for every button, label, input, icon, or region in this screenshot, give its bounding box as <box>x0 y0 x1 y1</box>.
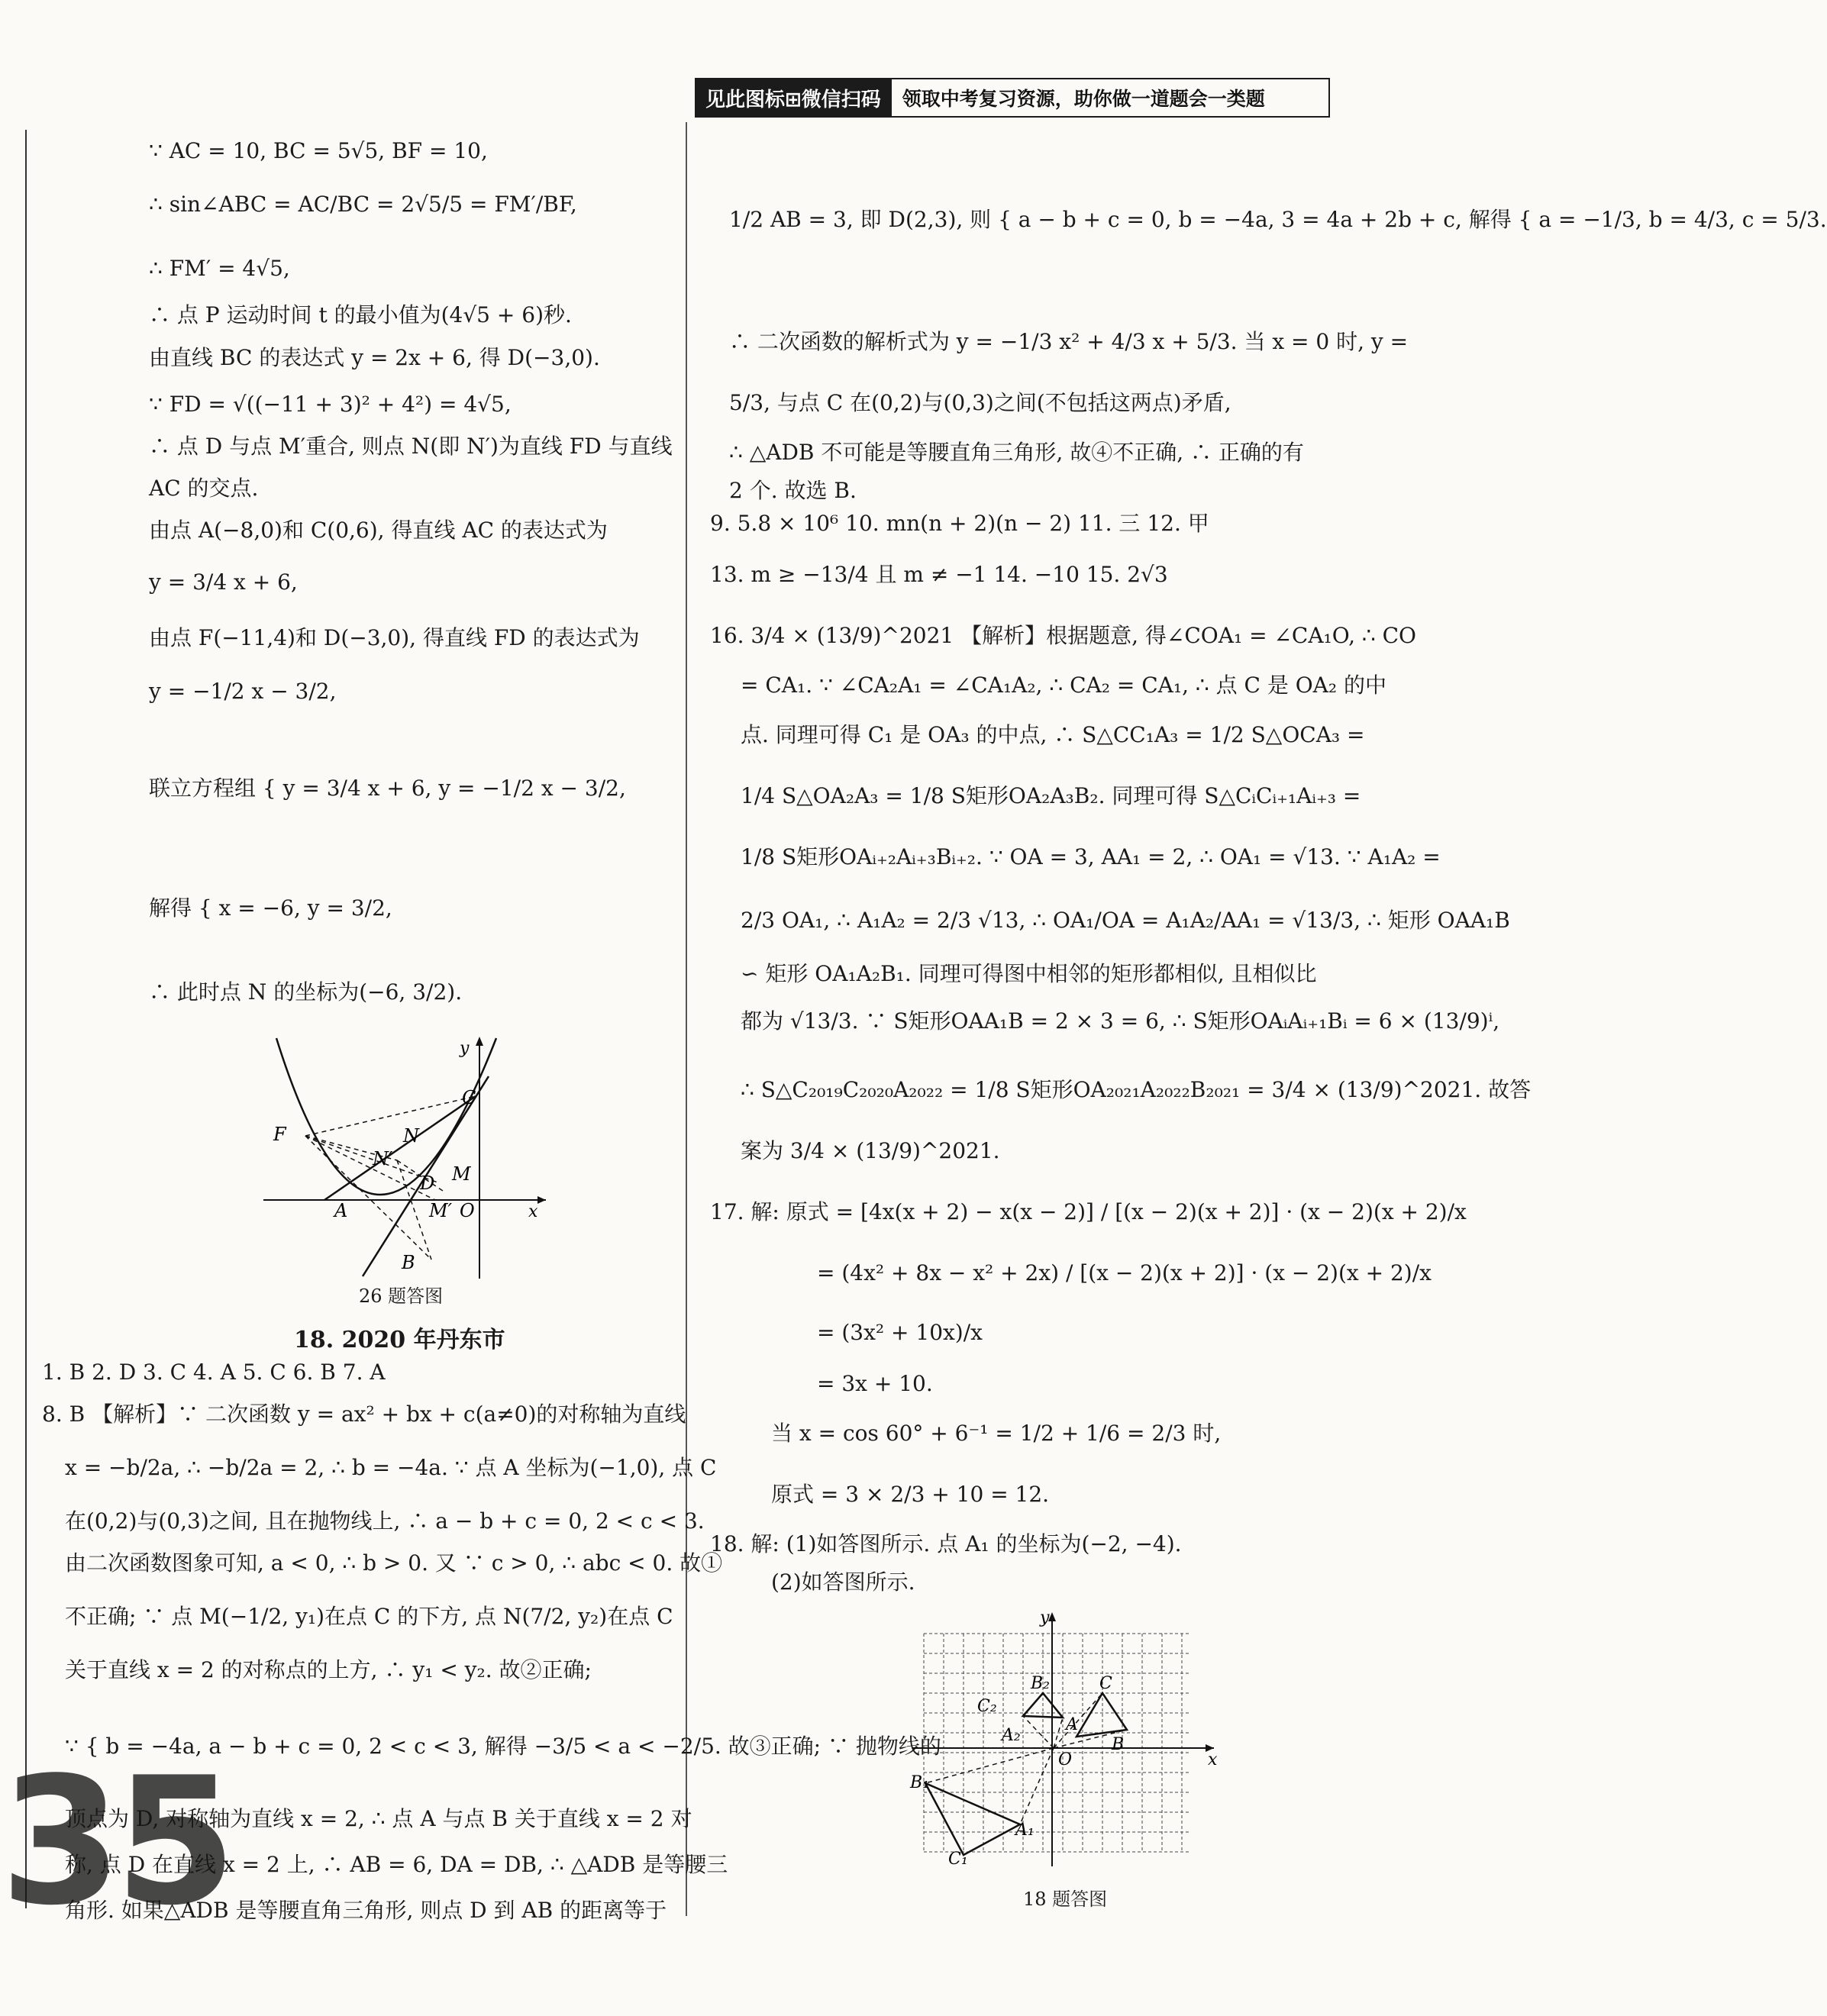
solution-line: 5/3, 与点 C 在(0,2)与(0,3)之间(不包括这两点)矛盾, <box>729 390 1231 415</box>
solution-line: ∴ 二次函数的解析式为 y = −1/3 x² + 4/3 x + 5/3. 当 x = 0 时, y = <box>729 329 1409 354</box>
fig26-label: x <box>528 1202 538 1221</box>
answer-line: 17. 解: 原式 = [4x(x + 2) − x(x − 2)] / [(x − 2)(x + 2)] · (x − 2)(x + 2)/x <box>710 1199 1467 1224</box>
figure-26-caption: 26 题答图 <box>359 1285 444 1307</box>
fig18-label: A₂ <box>1002 1726 1021 1745</box>
solution-line: 都为 √13/3. ∵ S矩形OAA₁B = 2 × 3 = 6, ∴ S矩形OAᵢAᵢ₊₁Bᵢ = 6 × (13/9)ⁱ, <box>741 1008 1500 1034</box>
answer-line: 13. m ≥ −13/4 且 m ≠ −1 14. −10 15. 2√3 <box>710 562 1168 587</box>
solution-line: ∴ 点 P 运动时间 t 的最小值为(4√5 + 6)秒. <box>149 302 572 327</box>
answer-line: 1. B 2. D 3. C 4. A 5. C 6. B 7. A <box>42 1360 386 1385</box>
solution-line: 1/4 S△OA₂A₃ = 1/8 S矩形OA₂A₃B₂. 同理可得 S△CᵢCᵢ₊₁Aᵢ₊₃ = <box>741 783 1361 808</box>
banner-scan-label: 见此图标⊞微信扫码 <box>695 78 892 118</box>
fig26-label: N′ <box>373 1148 393 1169</box>
fig18-label: O <box>1058 1750 1073 1769</box>
answer-line: 9. 5.8 × 10⁶ 10. mn(n + 2)(n − 2) 11. 三 12. 甲 <box>710 511 1209 536</box>
solution-line: y = −1/2 x − 3/2, <box>149 679 337 704</box>
answer-line: x = −b/2a, ∴ −b/2a = 2, ∴ b = −4a. ∵ 点 A 坐标为(−1,0), 点 C <box>65 1455 717 1480</box>
fig26-label: A <box>334 1200 348 1221</box>
solution-line: ∴ 点 D 与点 M′重合, 则点 N(即 N′)为直线 FD 与直线 <box>149 434 673 459</box>
solution-line: 2/3 OA₁, ∴ A₁A₂ = 2/3 √13, ∴ OA₁/OA = A₁A₂/AA₁ = √13/3, ∴ 矩形 OAA₁B <box>741 908 1510 933</box>
solution-line: ∴ FM′ = 4√5, <box>149 256 290 281</box>
fig18-label: x <box>1208 1750 1218 1769</box>
section-header: 18. 2020 年丹东市 <box>294 1327 505 1353</box>
fig26-label: M′ <box>429 1200 453 1221</box>
fig18-label: C₂ <box>977 1697 997 1716</box>
fig26-label: O <box>460 1200 475 1221</box>
figure-26-graph <box>260 1031 550 1282</box>
solution-line: 点. 同理可得 C₁ 是 OA₃ 的中点, ∴ S△CC₁A₃ = 1/2 S△OCA₃ = <box>741 722 1365 747</box>
fig26-label: F <box>273 1124 286 1145</box>
solution-line: ∵ FD = √((−11 + 3)² + 4²) = 4√5, <box>149 392 512 417</box>
answer-line: 在(0,2)与(0,3)之间, 且在抛物线上, ∴ a − b + c = 0, 2 < c < 3. <box>65 1508 705 1534</box>
fig18-label: y <box>1040 1608 1050 1627</box>
fig18-label: A₁ <box>1015 1821 1035 1840</box>
answer-line: 顶点为 D, 对称轴为直线 x = 2, ∴ 点 A 与点 B 关于直线 x = 2 对 <box>65 1806 692 1831</box>
fig18-label: C₁ <box>948 1850 968 1869</box>
solution-line: 联立方程组 { y = 3/4 x + 6, y = −1/2 x − 3/2, <box>149 776 626 801</box>
solution-line: 1/2 AB = 3, 即 D(2,3), 则 { a − b + c = 0, b = −4a, 3 = 4a + 2b + c, 解得 { a = −1/3, b = 4/3, c = 5/3. <box>729 207 1827 232</box>
answer-line: 18. 解: (1)如答图所示. 点 A₁ 的坐标为(−2, −4). <box>710 1531 1182 1556</box>
solution-line: = 3x + 10. <box>817 1371 933 1396</box>
solution-line: 案为 3/4 × (13/9)^2021. <box>741 1138 1000 1163</box>
solution-line: 当 x = cos 60° + 6⁻¹ = 1/2 + 1/6 = 2/3 时, <box>771 1421 1222 1446</box>
qr-banner <box>695 78 1330 118</box>
answer-line: 角形. 如果△ADB 是等腰直角三角形, 则点 D 到 AB 的距离等于 <box>65 1898 667 1923</box>
answer-line: 8. B 【解析】∵ 二次函数 y = ax² + bx + c(a≠0)的对称轴为直线 <box>42 1402 686 1427</box>
answer-line: 不正确; ∵ 点 M(−1/2, y₁)在点 C 的下方, 点 N(7/2, y₂)在点 C <box>65 1604 673 1629</box>
solution-line: 解得 { x = −6, y = 3/2, <box>149 895 392 921</box>
column-divider <box>686 122 687 1916</box>
answer-line: 16. 3/4 × (13/9)^2021 【解析】根据题意, 得∠COA₁ = ∠CA₁O, ∴ CO <box>710 623 1416 648</box>
fig26-label: N <box>403 1125 419 1147</box>
solution-line: ∽ 矩形 OA₁A₂B₁. 同理可得图中相邻的矩形都相似, 且相似比 <box>741 961 1317 986</box>
left-margin-rule <box>25 130 27 1908</box>
solution-line: 由点 A(−8,0)和 C(0,6), 得直线 AC 的表达式为 <box>149 518 608 543</box>
solution-line: AC 的交点. <box>149 476 259 501</box>
page-number: 35 <box>0 1740 230 1944</box>
fig18-label: C <box>1099 1674 1112 1693</box>
figure-18-grid <box>909 1603 1229 1878</box>
fig26-label: M <box>452 1163 471 1185</box>
solution-line: 由点 F(−11,4)和 D(−3,0), 得直线 FD 的表达式为 <box>149 625 640 650</box>
figure-18-caption: 18 题答图 <box>1023 1889 1108 1910</box>
fig18-label: A <box>1066 1715 1078 1734</box>
answer-line: ∵ { b = −4a, a − b + c = 0, 2 < c < 3, 解得 −3/5 < a < −2/5. 故③正确; ∵ 抛物线的 <box>65 1734 941 1759</box>
fig18-label: B <box>1112 1735 1125 1754</box>
solution-line: = CA₁. ∵ ∠CA₂A₁ = ∠CA₁A₂, ∴ CA₂ = CA₁, ∴ 点 C 是 OA₂ 的中 <box>741 673 1387 698</box>
solution-line: 1/8 S矩形OAᵢ₊₂Aᵢ₊₃Bᵢ₊₂. ∵ OA = 3, AA₁ = 2, ∴ OA₁ = √13. ∵ A₁A₂ = <box>741 844 1441 869</box>
solution-line: ∵ AC = 10, BC = 5√5, BF = 10, <box>149 138 488 163</box>
banner-slogan: 领取中考复习资源，助你做一道题会一类题 <box>892 78 1330 118</box>
answer-line: 关于直线 x = 2 的对称点的上方, ∴ y₁ < y₂. 故②正确; <box>65 1657 592 1682</box>
solution-line: ∴ S△C₂₀₁₉C₂₀₂₀A₂₀₂₂ = 1/8 S矩形OA₂₀₂₁A₂₀₂₂B₂₀₂₁ = 3/4 × (13/9)^2021. 故答 <box>741 1077 1532 1102</box>
fig26-label: B <box>402 1252 415 1273</box>
solution-line: = (3x² + 10x)/x <box>817 1320 983 1345</box>
solution-line: ∴ △ADB 不可能是等腰直角三角形, 故④不正确, ∴ 正确的有 <box>729 440 1304 465</box>
fig18-label: B₂ <box>1031 1674 1050 1693</box>
fig26-label: y <box>460 1039 470 1058</box>
solution-line: 由直线 BC 的表达式 y = 2x + 6, 得 D(−3,0). <box>149 345 600 370</box>
answer-line: 称, 点 D 在直线 x = 2 上, ∴ AB = 6, DA = DB, ∴ △ADB 是等腰三 <box>65 1852 728 1877</box>
solution-line: ∴ 此时点 N 的坐标为(−6, 3/2). <box>149 979 463 1005</box>
fig18-label: B₁ <box>910 1773 929 1792</box>
solution-line: ∴ sin∠ABC = AC/BC = 2√5/5 = FM′/BF, <box>149 192 577 217</box>
solution-line: = (4x² + 8x − x² + 2x) / [(x − 2)(x + 2)] · (x − 2)(x + 2)/x <box>817 1260 1432 1285</box>
answer-line: 由二次函数图象可知, a < 0, ∴ b > 0. 又 ∵ c > 0, ∴ abc < 0. 故① <box>65 1550 723 1576</box>
solution-line: 2 个. 故选 B. <box>729 478 857 503</box>
solution-line: 原式 = 3 × 2/3 + 10 = 12. <box>771 1482 1050 1507</box>
solution-line: (2)如答图所示. <box>771 1569 915 1595</box>
solution-line: y = 3/4 x + 6, <box>149 569 298 595</box>
fig26-label: C <box>462 1087 476 1108</box>
fig26-label: D <box>420 1173 435 1194</box>
